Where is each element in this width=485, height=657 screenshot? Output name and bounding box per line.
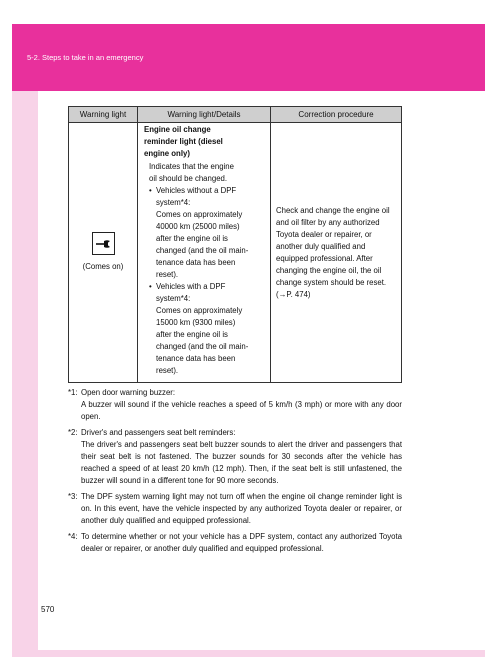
condition-line: reset). [156,366,179,375]
footnote-marker: *3: [68,492,78,501]
page-number: 570 [41,605,55,614]
footnote-body: A buzzer will sound if the vehicle reaches a speed of 5 km/h (3 mph) or more with any door open. [81,400,402,421]
condition-line: system*4: [156,294,191,303]
footnote-marker: *1: [68,388,78,397]
warning-light-description [144,161,267,185]
description-line: Indicates that the engine [149,162,234,171]
condition-line: after the engine oil is [156,330,228,339]
description-line: oil should be changed. [149,174,228,183]
condition-line: system*4: [156,198,191,207]
warning-light-name [144,124,267,160]
warning-light-name-line: engine only) [144,149,190,158]
warning-light-name-line: reminder light (diesel [144,137,223,146]
warning-details-cell [137,123,270,382]
condition-item-without-dpf [149,185,267,281]
footnote-body: The driver's and passengers seat belt buzzer sounds to alert the driver and passengers that their seat belt is not fastened. The buzzer sounds for 30 seconds after the vehicle has reached a speed of at least 20 km/h (12 mph). Then, if the seat belt is still unfastened, the buzzer will sound in a different tone for 90 more seconds. [81,440,402,485]
correction-procedure-text: Check and change the engine oil and oil filter by any authorized Toyota dealer or repairer, or another duly qualified and equipped professional. After changing the engine oil, the oil change system should be reset. (→P. 474) [276,205,390,299]
footnote-text: The DPF system warning light may not turn off when the engine oil change reminder light is on. In this event, have the vehicle inspected by any authorized Toyota dealer or repairer, or another duly qualified and equipped professional. [81,492,402,525]
footnote-3 [68,491,402,527]
column-header-warning-light: Warning light [69,107,137,123]
section-title: 5-2. Steps to take in an emergency [27,53,144,62]
condition-line: tenance data has been [156,258,236,267]
column-header-details: Warning light/Details [137,107,270,123]
warning-light-cell [69,123,137,382]
footnote-text: To determine whether or not your vehicle has a DPF system, contact any authorized Toyota dealer or repairer, or another duly qualified and equipped professional. [81,532,402,553]
condition-line: after the engine oil is [156,234,228,243]
condition-line: Comes on approximately [156,306,243,315]
footnote-title: Open door warning buzzer: [81,388,176,397]
bottom-margin-strip [12,650,485,657]
warning-light-table [68,106,402,383]
condition-item-with-dpf [149,281,267,377]
footnotes [68,387,402,559]
condition-line: 40000 km (25000 miles) [156,222,240,231]
footnote-title: Driver's and passengers seat belt reminders: [81,428,236,437]
condition-line: tenance data has been [156,354,236,363]
condition-line: • Vehicles without a DPF [156,186,237,195]
condition-line: changed (and the oil main- [156,246,249,255]
condition-line: Comes on approximately [156,210,243,219]
condition-line: changed (and the oil main- [156,342,249,351]
condition-list [144,185,267,377]
wrench-icon [92,232,115,255]
correction-procedure-cell [270,123,401,382]
footnote-marker: *4: [68,532,78,541]
warning-status-label: (Comes on) [82,262,124,271]
footnote-4 [68,531,402,555]
warning-light-name-line: Engine oil change [144,125,211,134]
footnote-1 [68,387,402,423]
condition-line: 15000 km (9300 miles) [156,318,236,327]
footnote-marker: *2: [68,428,78,437]
left-margin-strip [12,91,38,650]
condition-line: • Vehicles with a DPF [156,282,226,291]
column-header-correction: Correction procedure [270,107,401,123]
footnote-2 [68,427,402,487]
condition-line: reset). [156,270,179,279]
